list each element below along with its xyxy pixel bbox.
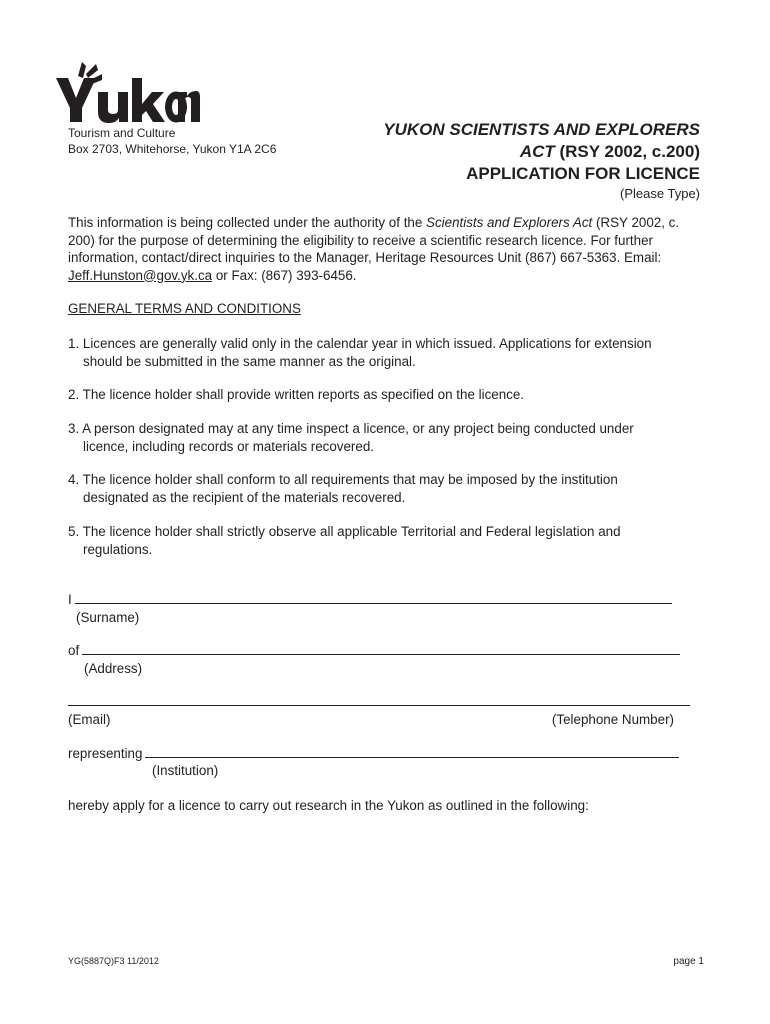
telephone-caption: (Telephone Number)	[551, 712, 674, 727]
department-address: Box 2703, Whitehorse, Yukon Y1A 2C6	[68, 142, 277, 156]
form-title	[383, 119, 700, 203]
term-continuation: regulations.	[83, 541, 153, 557]
term-line: 3. A person designated may at any time inspect a licence, or any project being conducted under	[68, 421, 634, 436]
form-code: YG(5887Q)F3 11/2012	[68, 956, 159, 966]
term-line: 4. The licence holder shall conform to all requirements that may be imposed by the institution	[68, 472, 618, 487]
intro-part3: or Fax: (867) 393-6456.	[212, 267, 357, 283]
closing-statement: hereby apply for a licence to carry out research in the Yukon as outlined in the following:	[68, 798, 589, 813]
institution-field[interactable]	[145, 745, 679, 758]
terms-heading: GENERAL TERMS AND CONDITIONS	[68, 301, 301, 316]
i-label: I	[68, 592, 72, 607]
title-act-word: ACT	[519, 142, 555, 161]
term-continuation: licence, including records or materials recovered.	[83, 438, 375, 454]
title-line1: YUKON SCIENTISTS AND EXPLORERS	[383, 120, 700, 139]
term-item	[68, 471, 708, 506]
department-block	[68, 125, 276, 157]
title-line2	[383, 141, 700, 163]
term-continuation: should be submitted in the same manner as the original.	[83, 353, 416, 369]
page-number: page 1	[673, 956, 704, 967]
title-line3: APPLICATION FOR LICENCE	[466, 164, 700, 183]
intro-act-name: Scientists and Explorers Act	[426, 215, 593, 230]
term-item	[68, 420, 708, 455]
surname-caption: (Surname)	[76, 610, 140, 625]
title-act-citation: (RSY 2002, c.200)	[554, 142, 700, 161]
term-continuation: designated as the recipient of the materials recovered.	[83, 489, 406, 505]
address-row	[68, 642, 680, 660]
please-type-note: (Please Type)	[620, 186, 700, 201]
yukon-logo-graphic	[56, 62, 202, 124]
intro-paragraph	[68, 214, 708, 284]
address-caption: (Address)	[84, 661, 143, 676]
term-line: 5. The licence holder shall strictly observe all applicable Territorial and Federal legislation and	[68, 524, 621, 539]
term-item	[68, 523, 708, 558]
address-field[interactable]	[82, 642, 680, 655]
surname-field[interactable]	[75, 591, 672, 604]
intro-part1: This information is being collected under the authority of the	[68, 215, 427, 230]
term-item	[68, 335, 708, 370]
department-name: Tourism and Culture	[68, 126, 176, 140]
email-phone-field[interactable]	[68, 693, 690, 706]
of-label: of	[68, 643, 80, 658]
email-caption: (Email)	[68, 712, 111, 727]
representing-label: representing	[68, 746, 143, 761]
term-item	[68, 386, 708, 404]
institution-caption: (Institution)	[152, 763, 219, 778]
contact-email-link[interactable]: Jeff.Hunston@gov.yk.ca	[68, 267, 213, 283]
surname-row	[68, 591, 672, 609]
yukon-logo	[56, 62, 202, 124]
representing-row	[68, 745, 679, 763]
term-line: 2. The licence holder shall provide written reports as specified on the licence.	[68, 387, 525, 402]
term-line: 1. Licences are generally valid only in the calendar year in which issued. Applications for extension	[68, 336, 652, 351]
intro-part2: (RSY 2002, c. 200) for the purpose of determining the eligibility to receive a scientific research licence. For further information, contact/direct inquiries to the Manager, Heritage Resources Unit (867) 667-5363. Email:	[68, 215, 680, 265]
